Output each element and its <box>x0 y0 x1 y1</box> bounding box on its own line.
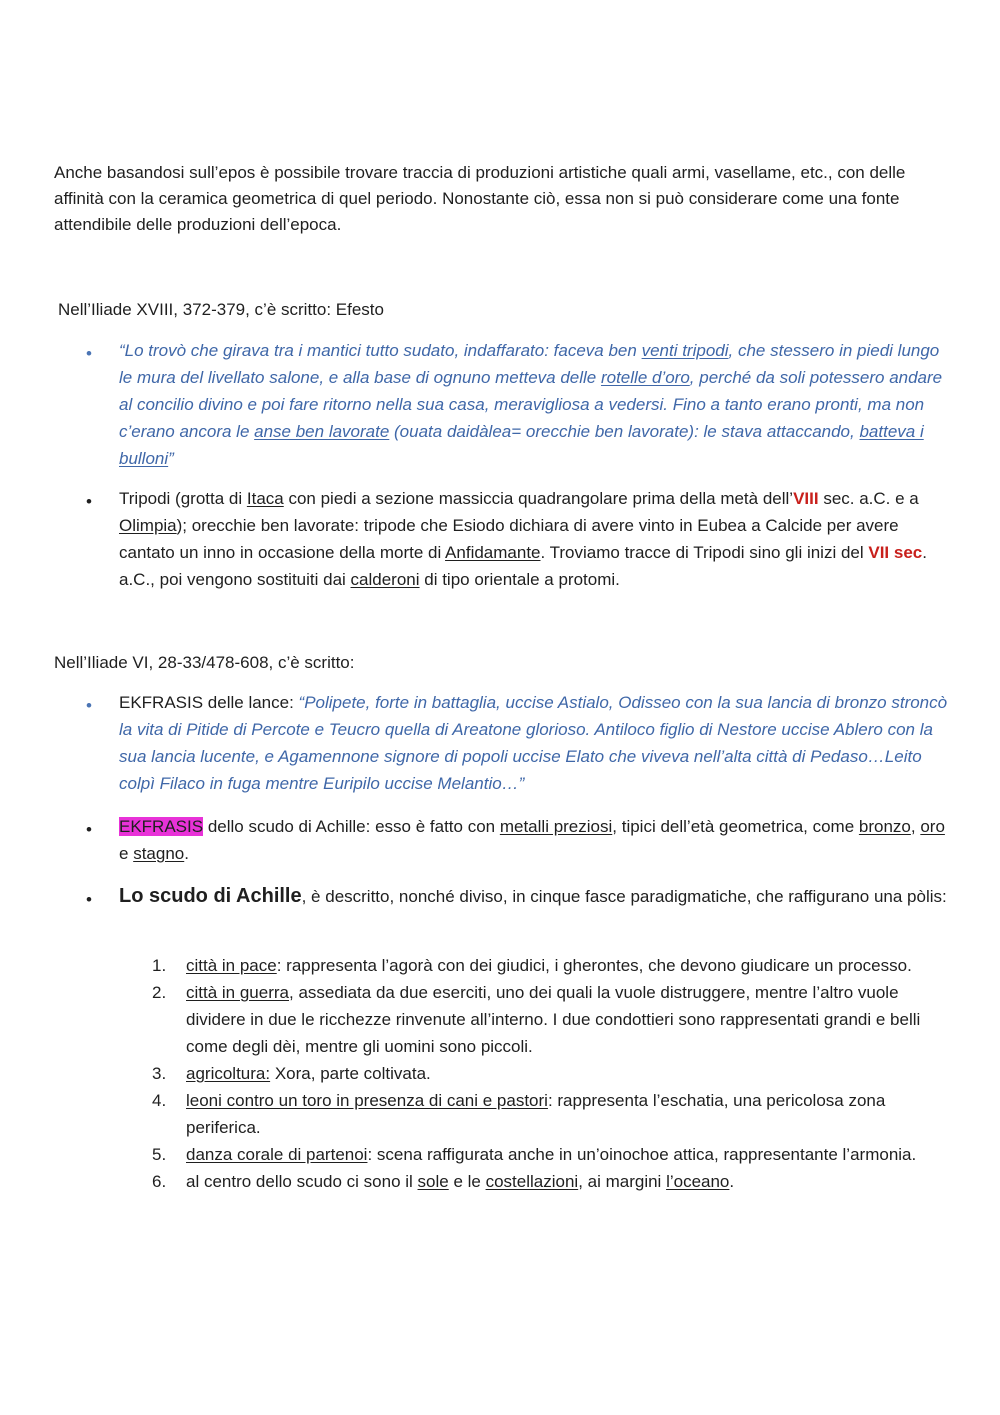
list-item: 4. leoni contro un toro in presenza di cani e pastori: rappresenta l’eschatia, una pericolosa zona periferica. <box>152 1091 886 1137</box>
bullet-dot: • <box>86 890 92 909</box>
bullet-dot: • <box>86 344 92 363</box>
list-item: 6. al centro dello scudo ci sono il sole e le costellazioni, ai margini l’oceano. <box>152 1172 735 1191</box>
scudo-fasce-list <box>150 952 950 1195</box>
section-heading-iliade-vi: Nell’Iliade VI, 28-33/478-608, c’è scritto: <box>54 653 355 672</box>
section-heading-iliade-xviii: Nell’Iliade XVIII, 372-379, c’è scritto: Efesto <box>58 300 384 319</box>
tripodi-paragraph: Tripodi (grotta di Itaca con piedi a sezione massiccia quadrangolare prima della metà dell’VIII sec. a.C. e a Olimpia); orecchie ben lavorate: tripode che Esiodo dichiara di avere vinto in Eubea a Calcide per avere cantato un inno in occasione della morte di Anfidamante. Troviamo tracce di Tripodi sino gli inizi del VII sec. a.C., poi vengono sostituiti dai calderoni di tipo orientale a protomi. <box>119 489 927 589</box>
list-item: 5. danza corale di partenoi: scena raffigurata anche in un’oinochoe attica, rappresentante l’armonia. <box>152 1145 917 1164</box>
highlighted-term: EKFRASIS <box>119 817 204 836</box>
bullet-dot: • <box>86 492 92 511</box>
scudo-achille-paragraph: Lo scudo di Achille, è descritto, nonché diviso, in cinque fasce paradigmatiche, che raffigurano una pòlis: <box>119 885 947 907</box>
efesto-quote: “Lo trovò che girava tra i mantici tutto sudato, indaffarato: faceva ben venti tripodi, che stessero in piedi lungo le mura del livellato salone, e alla base di ognuno metteva delle rotelle d’oro, perché da soli potessero andare al concilio divino e poi fare ritorno nella sua casa, meravigliosa a vedersi. Fino a tanto erano pronti, ma non c’erano ancora le anse ben lavorate (ouata daidàlea= orecchie ben lavorate): le stava attaccando, batteva i bulloni” <box>119 341 943 468</box>
bullet-dot: • <box>86 696 92 715</box>
list-item: 2. città in guerra, assediata da due eserciti, uno dei quali la vuole distruggere, mentre l’altro vuole dividere in due le ricchezze rinvenute all’interno. I due condottieri sono rappresentati grandi e belli come degli dèi, mentre gli uomini sono piccoli. <box>152 983 921 1056</box>
bold-title: Lo scudo di Achille <box>119 885 302 907</box>
bullet-dot: • <box>86 820 92 839</box>
intro-paragraph: Anche basandosi sull’epos è possibile trovare traccia di produzioni artistiche quali armi, vasellame, etc., con delle affinità con la ceramica geometrica di quel periodo. Nonostante ciò, essa non si può considerare come una fonte attendibile delle produzioni dell’epoca. <box>54 163 906 234</box>
ekfrasis-lance-paragraph: EKFRASIS delle lance: “Polipete, forte in battaglia, uccise Astialo, Odisseo con la sua lancia di bronzo stroncò la vita di Pitide di Percote e Teucro quella di Areatone glorioso. Antiloco figlio di Nestore uccise Ablero con la sua lancia lucente, e Agamennone signore di popoli uccise Elato che viveva nell’alta città di Pedaso…Leito colpì Filaco in fuga mentre Euripilo uccise Melantio…” <box>119 693 948 793</box>
ekfrasis-scudo-paragraph: EKFRASIS dello scudo di Achille: esso è fatto con metalli preziosi, tipici dell’età geometrica, come bronzo, oro e stagno. <box>119 817 945 863</box>
list-item: 1. città in pace: rappresenta l’agorà con dei giudici, i gherontes, che devono giudicare un processo. <box>152 956 912 975</box>
list-item: 3. agricoltura: Xora, parte coltivata. <box>152 1064 431 1083</box>
